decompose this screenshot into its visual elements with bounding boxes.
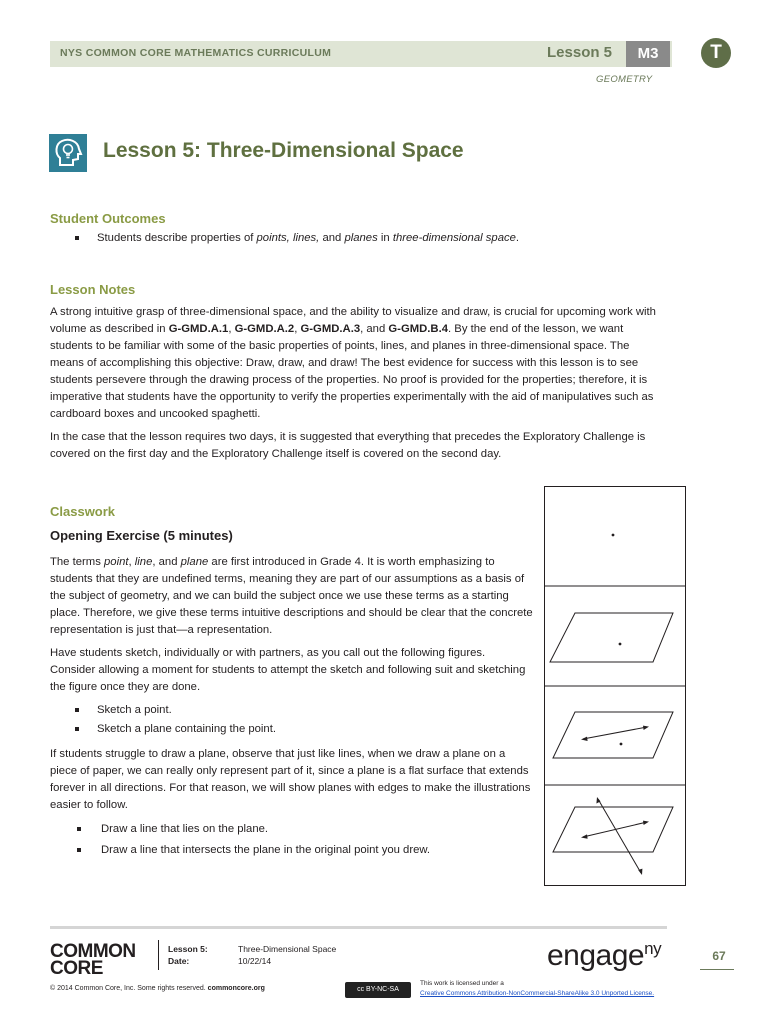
list-item: Sketch a plane containing the point. — [75, 721, 515, 738]
bullet-square-icon — [77, 848, 81, 852]
point-sketch — [612, 534, 615, 537]
point-in-plane — [619, 643, 622, 646]
page-number: 67 — [712, 949, 726, 963]
bullet-square-icon — [75, 708, 79, 712]
student-outcomes-heading: Student Outcomes — [50, 211, 166, 226]
module-badge: M3 — [626, 41, 670, 67]
list-item: Draw a line that lies on the plane. — [77, 821, 517, 838]
lesson-notes-paragraph-1: A strong intuitive grasp of three-dimensional space, and the ability to visualize and draw, is crucial for upcoming work with volume as described in G-GMD.A.1, G-GMD.A.2, G-GMD.A.3, and G-GMD.B.4. By the end of the lesson, we want students to be familiar with some of the basic properties of points, lines, and planes in three-dimensional space. The means of accomplishing this objective: Draw, draw, and draw! The best evidence for success with this lesson is to see students persevere through the drawing process of the properties. No proof is provided for the properties; therefore, it is imperative that students have the opportunity to verify the properties experimentally with the aid of manipulatives such as cardboard boxes and uncooked spaghetti. — [50, 306, 656, 420]
classwork-paragraph-1: The terms point, line, and plane are first introduced in Grade 4. It is worth emphasizing to students that they are undefined terms, meaning they are part of our assumptions as a basis of the subject of geometry, and we can build the subject once we use these terms as a starting place. Therefore, we give these terms intuitive descriptions and should be clear that the concrete representation is just that—a representation. — [50, 556, 533, 636]
plane-sketch — [553, 712, 673, 758]
list-item: Sketch a point. — [75, 702, 515, 719]
classwork-heading: Classwork — [50, 504, 116, 519]
list-item: Draw a line that intersects the plane in the original point you drew. — [77, 842, 517, 859]
lesson-notes-paragraph-2: In the case that the lesson requires two days, it is suggested that everything that precedes the Exploratory Challenge is covered on the first day and the Exploratory Challenge itself is covered on the second day. — [50, 431, 646, 460]
footer-date-value: 10/22/14 — [238, 956, 272, 966]
footer-divider — [158, 940, 159, 970]
outcome-bullet: Students describe properties of points, lines, and planes in three-dimensional space. — [75, 230, 545, 247]
page-number-underline — [700, 969, 734, 970]
line-on-plane — [583, 727, 647, 739]
arrowhead-right — [643, 821, 649, 825]
engageny-logo: engage$^{ny}$ — [547, 939, 662, 972]
classwork-paragraph-3: If students struggle to draw a plane, observe that just like lines, when we draw a plane on a piece of paper, we can really only represent part of it, since a plane is a flat surface that extends forever in all directions. For that reason, we will show planes with edges to make the illustrations easier to follow. — [50, 748, 531, 811]
license-link[interactable]: Creative Commons Attribution-NonCommercial-ShareAlike 3.0 Unported License. — [420, 990, 655, 997]
footer-date-label: Date: — [168, 956, 190, 966]
bullet-square-icon — [77, 827, 81, 831]
cc-license-badge: cc BY-NC-SA — [345, 982, 411, 998]
arrowhead-right — [643, 726, 649, 730]
point-in-plane — [620, 743, 623, 746]
lesson-notes-heading: Lesson Notes — [50, 282, 136, 297]
footer-lesson-value: Three-Dimensional Space — [238, 944, 337, 954]
subject-label: GEOMETRY — [596, 74, 653, 85]
plane-sketch — [550, 613, 673, 662]
bullet-square-icon — [75, 727, 79, 731]
lesson-label: Lesson 5 — [547, 44, 613, 61]
line-on-plane — [583, 822, 647, 837]
figure-panel — [544, 486, 686, 886]
lightbulb-head-icon — [49, 134, 87, 172]
opening-exercise-heading: Opening Exercise (5 minutes) — [50, 528, 233, 543]
page-title: Lesson 5: Three-Dimensional Space — [103, 139, 464, 162]
geometry-sketches — [545, 487, 685, 885]
common-core-logo: COMMON CORE — [50, 941, 136, 979]
curriculum-name: NYS COMMON CORE MATHEMATICS CURRICULUM — [60, 47, 332, 59]
footer-lesson-label: Lesson 5: — [168, 944, 208, 954]
arrowhead-left — [581, 737, 588, 741]
classwork-paragraph-2: Have students sketch, individually or with partners, as you call out the following figures. Consider allowing a moment for students to attempt the sketch and following suit and sketching the figure once they are done. — [50, 647, 526, 693]
arrowhead-left — [581, 834, 588, 838]
intersecting-line — [598, 799, 641, 873]
teacher-badge: T — [701, 38, 731, 68]
license-text: This work is licensed under a — [420, 980, 504, 987]
bullet-square-icon — [75, 236, 79, 240]
copyright-text: © 2014 Common Core, Inc. Some rights reserved. commoncore.org — [50, 985, 265, 992]
footer-rule — [50, 926, 667, 929]
